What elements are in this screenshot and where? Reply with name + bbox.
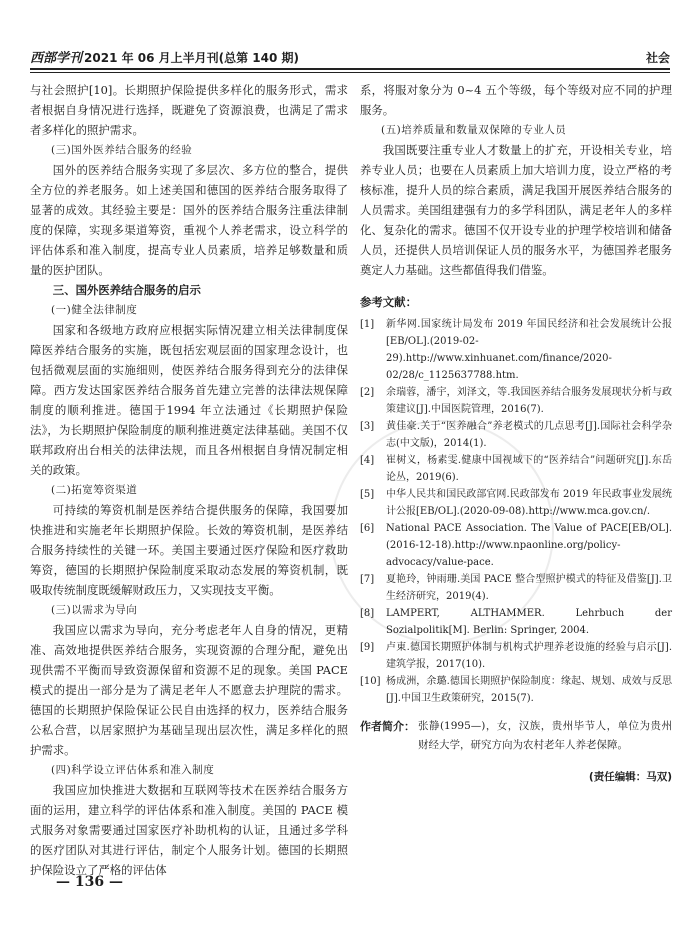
reference-text: 黄佳豪.关于“医养融合”养老模式的几点思考[J].国际社会科学杂志(中文版)，2014(1). xyxy=(386,421,672,449)
reference-number: [10] xyxy=(360,676,381,687)
paragraph: 国外的医养结合服务实现了多层次、多方位的整合，提供全方位的养老服务。如上述美国和德国的医养结合服务取得了显著的成效。其经验主要是：国外的医养结合服务注重法律制度的保障，实现多渠道筹资，重视个人养老需求，设立科学的评估体系和准入制度，提高专业人员素质，培养足够数量和质量的医护团队。 xyxy=(30,163,348,277)
reference-text: 余瑞蓉，潘宇，刘泽文，等.我国医养结合服务发展现状分析与政策建议[J].中国医院管理，2016(7). xyxy=(386,387,672,415)
reference-item xyxy=(360,384,672,418)
reference-item xyxy=(360,605,672,639)
paragraph: 我国应以需求为导向，充分考虑老年人自身的情况，更精准、高效地提供医养结合服务，实现资源的合理分配，避免出现供需不平衡而导致资源保留和资源不足的现象。美国 PACE 模式的提出一部分是为了满足老年人不愿意去护理院的需求。德国的长期照护保险保证公民自由选择的权力，医养结合服务公私合营，以居家照护为基础呈现出层次性，满足多样化的照护需求。 xyxy=(30,623,348,757)
paragraph: 我国既要注重专业人才数量上的扩充，开设相关专业，培养专业人员；也要在人员素质上加大培训力度，设立严格的考核标准，提升人员的综合素质，满足我国开展医养结合服务的人员需求。美国组建强有力的多学科团队，满足老年人的多样化、复杂化的需求。德国不仅开设专业的护理学校培训和储备人员，还提供人员培训保证人员的服务水平，为德国养老服务奠定人力基础。这些都值得我们借鉴。 xyxy=(360,143,672,277)
reference-text: National PACE Association. The Value of PACE[EB/OL].(2016-12-18).http://www.npaonline.org/policy-advocacy/value-pace. xyxy=(386,523,672,568)
reference-item xyxy=(360,316,672,384)
reference-text: 夏艳玲，钟雨珊.美国 PACE 整合型照护模式的特征及借鉴[J].卫生经济研究，2019(4). xyxy=(386,574,672,602)
paragraph: 系，将服对象分为 0~4 五个等级，每个等级对应不同的护理服务。 xyxy=(360,83,672,117)
header-rule xyxy=(30,68,670,70)
reference-text: 卢東.德国长期照护体制与机构式护理养老设施的经验与启示[J].建筑学报，2017(10). xyxy=(386,642,672,670)
reference-number: [4] xyxy=(360,455,375,466)
page-header xyxy=(30,44,670,66)
section-label: 社会 xyxy=(645,51,670,65)
subheading: (三)以需求为导向 xyxy=(51,604,138,616)
reference-number: [1] xyxy=(360,319,375,330)
reference-number: [3] xyxy=(360,421,375,432)
reference-item xyxy=(360,486,672,520)
author-label: 作者简介： xyxy=(360,720,415,733)
references-title: 参考文献： xyxy=(360,295,417,309)
page-number: — 136 — xyxy=(56,874,123,890)
reference-item xyxy=(360,520,672,571)
author-bio xyxy=(360,717,672,755)
reference-number: [2] xyxy=(360,387,375,398)
reference-item xyxy=(360,639,672,673)
references-list xyxy=(360,316,672,707)
journal-issue xyxy=(30,47,299,66)
right-column xyxy=(360,80,672,787)
subheading: (五)培养质量和数量双保障的专业人员 xyxy=(381,124,567,136)
section-heading: 三、国外医养结合服务的启示 xyxy=(52,283,201,297)
reference-number: [6] xyxy=(360,523,375,534)
issue-label: 2021 年 06 月上半月刊(总第 140 期) xyxy=(84,51,300,65)
editor-credit: (责任编辑：马双) xyxy=(588,771,672,783)
subheading: (一)健全法律制度 xyxy=(51,304,138,316)
reference-item xyxy=(360,571,672,605)
reference-text: 新华网.国家统计局发布 2019 年国民经济和社会发展统计公报[EB/OL].(2019-02-29).http://www.xinhuanet.com/finance/2020-02/28/c_1125637788.htm. xyxy=(386,319,672,381)
reference-item xyxy=(360,452,672,486)
reference-text: LAMPERT, ALTHAMMER. Lehrbuch der Sozialpolitik[M]. Berlin: Springer, 2004. xyxy=(386,608,672,636)
paragraph: 我国应加快推进大数据和互联网等技术在医养结合服务方面的运用，建立科学的评估体系和准入制度。美国的 PACE 模式服务对象需要通过国家医疗补助机构的认证，且通过多学科的医疗团队对其进行评估，制定个人服务计划。德国的长期照护保险设立了严格的评估体 xyxy=(30,783,348,877)
reference-number: [8] xyxy=(360,608,375,619)
subheading: (四)科学设立评估体系和准入制度 xyxy=(51,764,215,776)
journal-logo: 西部学刊 xyxy=(30,51,83,66)
reference-text: 中华人民共和国民政部官网.民政部发布 2019 年民政事业发展统计公报[EB/OL].(2020-09-08).http://www.mca.gov.cn/. xyxy=(386,489,672,517)
reference-text: 杨成洲，余璐.德国长期照护保险制度：缘起、规划、成效与反思[J].中国卫生政策研究，2015(7). xyxy=(386,676,672,704)
subheading: (二)拓宽筹资渠道 xyxy=(51,484,138,496)
reference-text: 崔树义，杨素雯.健康中国视域下的“医养结合”问题研究[J].东岳论丛，2019(6). xyxy=(386,455,672,483)
reference-item xyxy=(360,673,672,707)
reference-number: [5] xyxy=(360,489,375,500)
subheading: (三)国外医养结合服务的经验 xyxy=(51,144,193,156)
author-text: 张静(1995—)，女，汉族，贵州毕节人，单位为贵州财经大学，研究方向为农村老年人养老保障。 xyxy=(418,720,672,751)
header-rule-thin xyxy=(30,72,670,73)
reference-number: [9] xyxy=(360,642,375,653)
paragraph: 国家和各级地方政府应根据实际情况建立相关法律制度保障医养结合服务的实施，既包括宏观层面的国家理念设计，也包括微观层面的实施细则，使医养结合服务得到充分的法律保障。西方发达国家医养结合服务首先建立完善的法律法规保障制度的顺利推进。德国于1994 年立法通过《长期照护保险法》，为长期照护保险制度的顺利推进奠定法律基础。美国不仅联邦政府出台相关的法律法规，而且各州根据自身情况制定相关的政策。 xyxy=(30,323,348,477)
left-column xyxy=(30,80,348,880)
reference-number: [7] xyxy=(360,574,375,585)
reference-item xyxy=(360,418,672,452)
paragraph: 可持续的筹资机制是医养结合提供服务的保障，我国要加快推进和实施老年长期照护保险。长效的筹资机制，是医养结合服务持续性的关键一环。美国主要通过医疗保险和医疗救助筹资，德国的长期照护保险制度采取动态发展的筹资机制，既吸取传统制度既缓解财政压力，又实现技支平衡。 xyxy=(30,503,348,597)
paragraph: 与社会照护[10]。长期照护保险提供多样化的服务形式，需求者根据自身情况进行选择，既避免了资源浪费，也满足了需求者多样化的照护需求。 xyxy=(30,83,348,137)
